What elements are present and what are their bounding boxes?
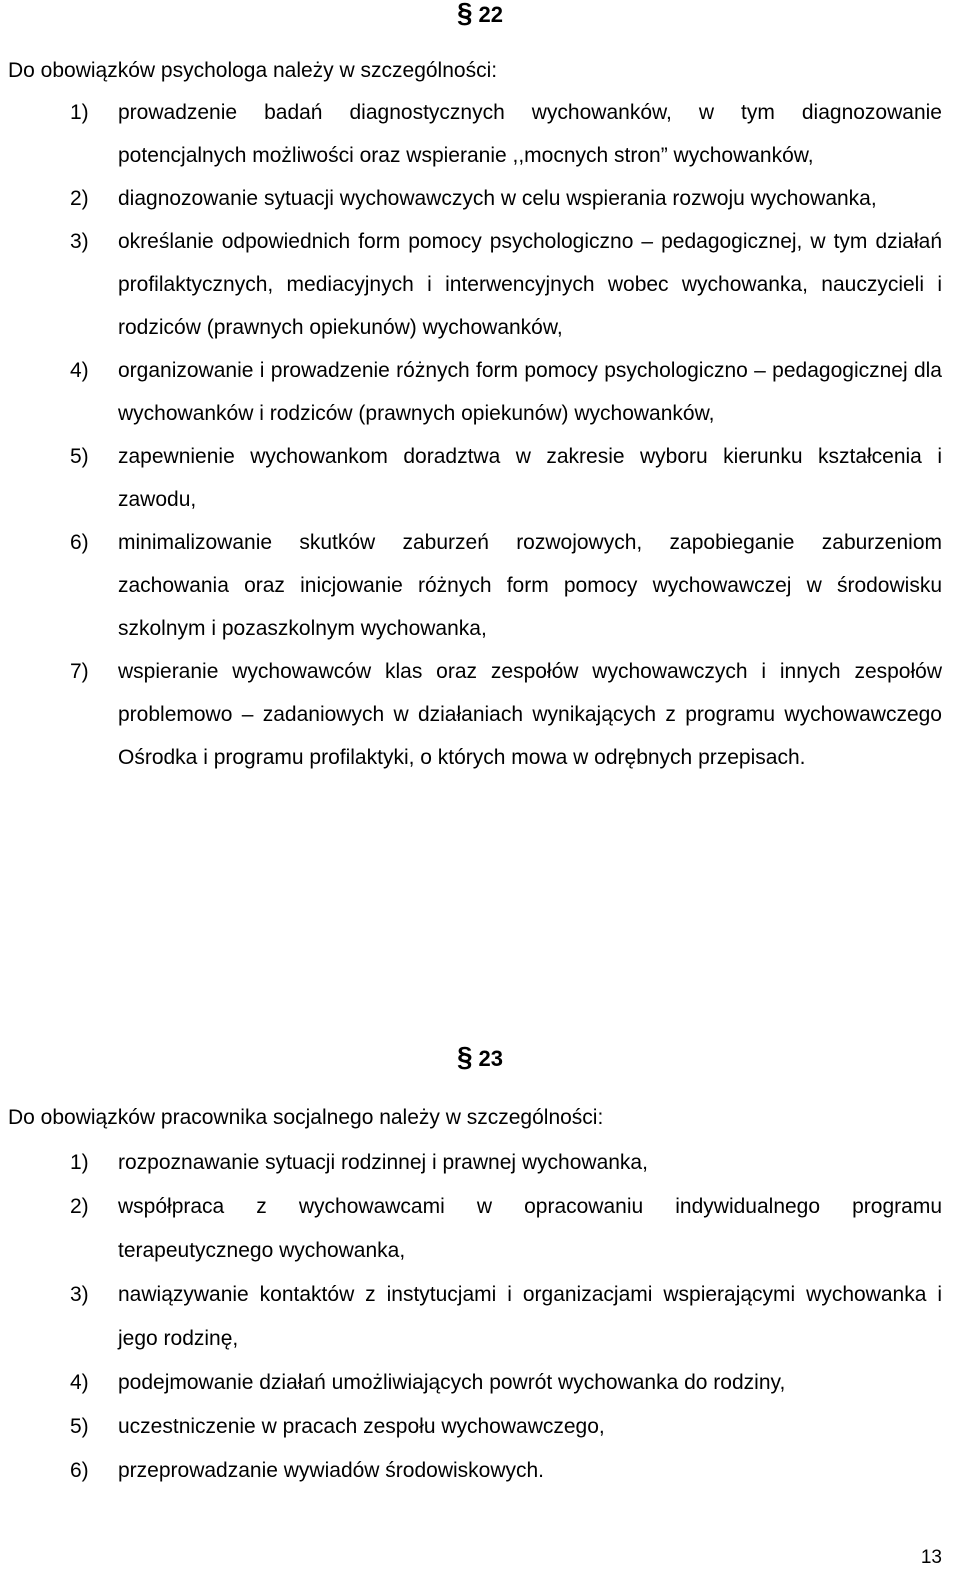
list-item xyxy=(0,1449,960,1493)
item-number: 1) xyxy=(70,101,89,124)
list-item xyxy=(0,650,960,779)
item-number: 5) xyxy=(70,445,89,468)
section-number: 22 xyxy=(478,2,504,27)
item-text: diagnozowanie sytuacji wychowawczych w celu wspierania rozwoju wychowanka, xyxy=(118,187,877,210)
section-number: 23 xyxy=(478,1046,504,1071)
list-item xyxy=(0,1185,960,1273)
item-text: określanie odpowiednich form pomocy psychologiczno – pedagogicznej, w tym działań profilaktycznych, mediacyjnych i interwencyjnych wobec wychowanka, nauczycieli i rodziców (prawnych opiekunów) wychowanków, xyxy=(118,230,942,339)
item-number: 7) xyxy=(70,660,89,683)
item-number: 6) xyxy=(70,1459,89,1482)
list-item xyxy=(0,220,960,349)
item-number: 2) xyxy=(70,1195,89,1218)
list-item xyxy=(0,91,960,177)
section-sign: § xyxy=(456,0,473,28)
item-text: zapewnienie wychowankom doradztwa w zakresie wyboru kierunku kształcenia i zawodu, xyxy=(118,445,942,511)
list-item xyxy=(0,177,960,220)
list-item xyxy=(0,435,960,521)
section-intro: Do obowiązków pracownika socjalnego należy w szczególności: xyxy=(8,1106,604,1129)
duties-list xyxy=(0,91,960,779)
item-text: przeprowadzanie wywiadów środowiskowych. xyxy=(118,1459,545,1482)
item-number: 3) xyxy=(70,1283,89,1306)
item-text: rozpoznawanie sytuacji rodzinnej i prawnej wychowanka, xyxy=(118,1151,648,1174)
duties-list xyxy=(0,1141,960,1493)
item-text: nawiązywanie kontaktów z instytucjami i organizacjami wspierającymi wychowanka i jego rodzinę, xyxy=(118,1283,942,1350)
item-text: prowadzenie badań diagnostycznych wychowanków, w tym diagnozowanie potencjalnych możliwości oraz wspieranie ,,mocnych stron” wychowanków, xyxy=(118,101,942,167)
section-heading xyxy=(0,0,960,28)
item-number: 5) xyxy=(70,1415,89,1438)
item-text: podejmowanie działań umożliwiających powrót wychowanka do rodziny, xyxy=(118,1371,786,1394)
item-text: uczestniczenie w pracach zespołu wychowawczego, xyxy=(118,1415,605,1438)
section-sign: § xyxy=(456,1041,473,1072)
section-intro: Do obowiązków psychologa należy w szczególności: xyxy=(8,59,498,82)
item-number: 4) xyxy=(70,1371,89,1394)
list-item xyxy=(0,1273,960,1361)
item-number: 3) xyxy=(70,230,89,253)
page-number: 13 xyxy=(920,1547,942,1568)
list-item xyxy=(0,1405,960,1449)
item-text: wspieranie wychowawców klas oraz zespołów wychowawczych i innych zespołów problemowo – zadaniowych w działaniach wynikających z programu wychowawczego Ośrodka i programu profilaktyki, o których mowa w odrębnych przepisach. xyxy=(118,660,942,769)
item-number: 2) xyxy=(70,187,89,210)
item-text: organizowanie i prowadzenie różnych form pomocy psychologiczno – pedagogicznej dla wychowanków i rodziców (prawnych opiekunów) wychowanków, xyxy=(118,359,942,425)
list-item xyxy=(0,521,960,650)
list-item xyxy=(0,1361,960,1405)
list-item xyxy=(0,1141,960,1185)
item-number: 6) xyxy=(70,531,89,554)
section-heading xyxy=(0,1041,960,1072)
item-text: współpraca z wychowawcami w opracowaniu indywidualnego programu terapeutycznego wychowanka, xyxy=(118,1195,942,1262)
list-item xyxy=(0,349,960,435)
item-text: minimalizowanie skutków zaburzeń rozwojowych, zapobieganie zaburzeniom zachowania oraz inicjowanie różnych form pomocy wychowawczej w środowisku szkolnym i pozaszkolnym wychowanka, xyxy=(118,531,942,640)
item-number: 1) xyxy=(70,1151,89,1174)
item-number: 4) xyxy=(70,359,89,382)
